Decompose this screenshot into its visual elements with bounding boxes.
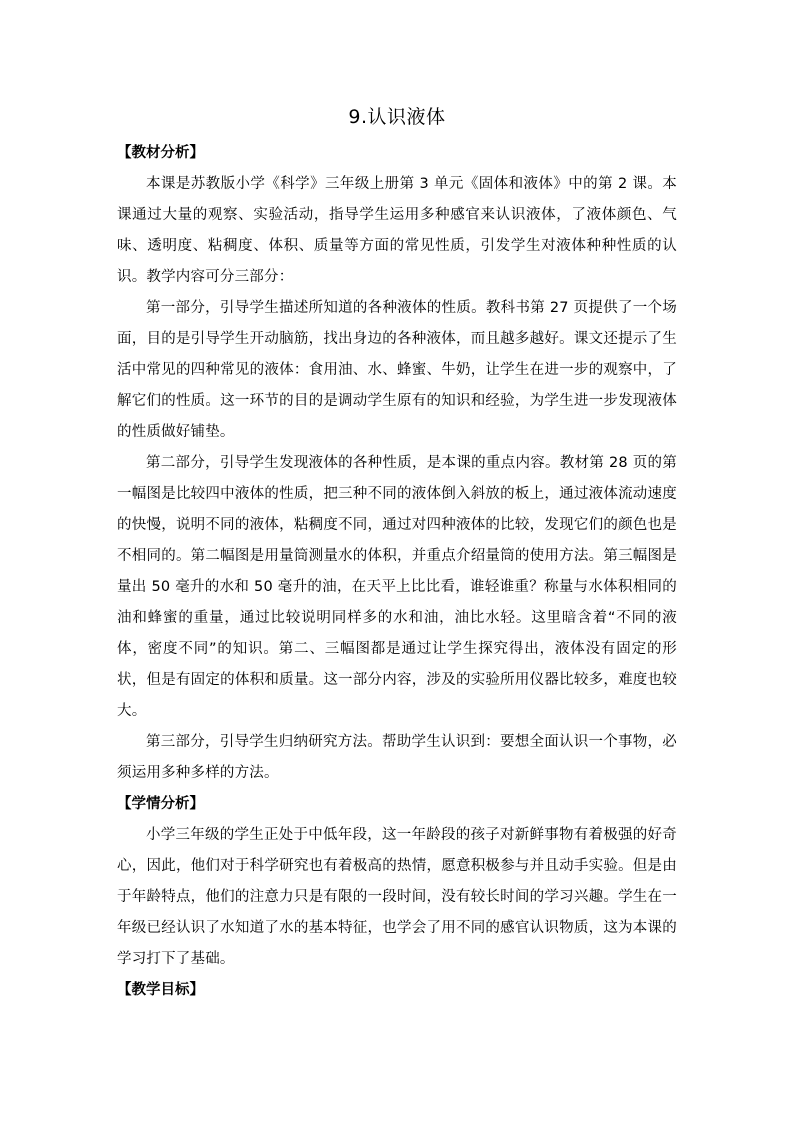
paragraph: 小学三年级的学生正处于中低年段，这一年龄段的孩子对新鲜事物有着极强的好奇心，因此，他们对于科学研究也有着极高的热情，愿意积极参与并且动手实验。但是由于年龄特点，他们的注意力只是有限的一段时间，没有较长时间的学习兴趣。学生在一年级已经认识了水知道了水的基本特征，也学会了用不同的感官认识物质，这为本课的学习打下了基础。	[117, 827, 677, 967]
document-title: 9.认识液体	[348, 106, 446, 128]
section-textbook-analysis	[117, 138, 677, 789]
paragraph: 第二部分，引导学生发现液体的各种性质，是本课的重点内容。教材第 28 页的第一幅图是比较四中液体的性质，把三种不同的液体倒入斜放的板上，通过液体流动速度的快慢，说明不同的液体，粘稠度不同，通过对四种液体的比较，发现它们的颜色也是不相同的。第二幅图是用量筒测量水的体积，并重点介绍量筒的使用方法。第三幅图是量出 50 毫升的水和 50 毫升的油，在天平上比比看，谁轻谁重？称量与水体积相同的油和蜂蜜的重量，通过比较说明同样多的水和油，油比水轻。这里暗含着“不同的液体，密度不同”的知识。第二、三幅图都是通过让学生探究得出，液体没有固定的形状，但是有固定的体积和质量。这一部分内容，涉及的实验所用仪器比较多，难度也较大。	[117, 455, 677, 719]
paragraph: 本课是苏教版小学《科学》三年级上册第 3 单元《固体和液体》中的第 2 课。本课通过大量的观察、实验活动，指导学生运用多种感官来认识液体，了液体颜色、气味、透明度、粘稠度、体积、质量等方面的常见性质，引发学生对液体种种性质的认识。教学内容可分三部分：	[117, 176, 677, 285]
paragraph: 第一部分，引导学生描述所知道的各种液体的性质。教科书第 27 页提供了一个场面，目的是引导学生开动脑筋，找出身边的各种液体，而且越多越好。课文还提示了生活中常见的四种常见的液体：食用油、水、蜂蜜、牛奶，让学生在进一步的观察中，了解它们的性质。这一环节的目的是调动学生原有的知识和经验，为学生进一步发现液体的性质做好铺垫。	[117, 300, 677, 440]
section-heading: 【教学目标】	[117, 982, 204, 998]
paragraph: 第三部分，引导学生归纳研究方法。帮助学生认识到：要想全面认识一个事物，必须运用多种多样的方法。	[117, 734, 677, 781]
section-teaching-objectives	[117, 975, 677, 1006]
section-heading: 【学情分析】	[117, 796, 204, 812]
section-student-analysis	[117, 789, 677, 975]
section-heading: 【教材分析】	[117, 145, 204, 161]
document-body	[117, 104, 677, 1006]
